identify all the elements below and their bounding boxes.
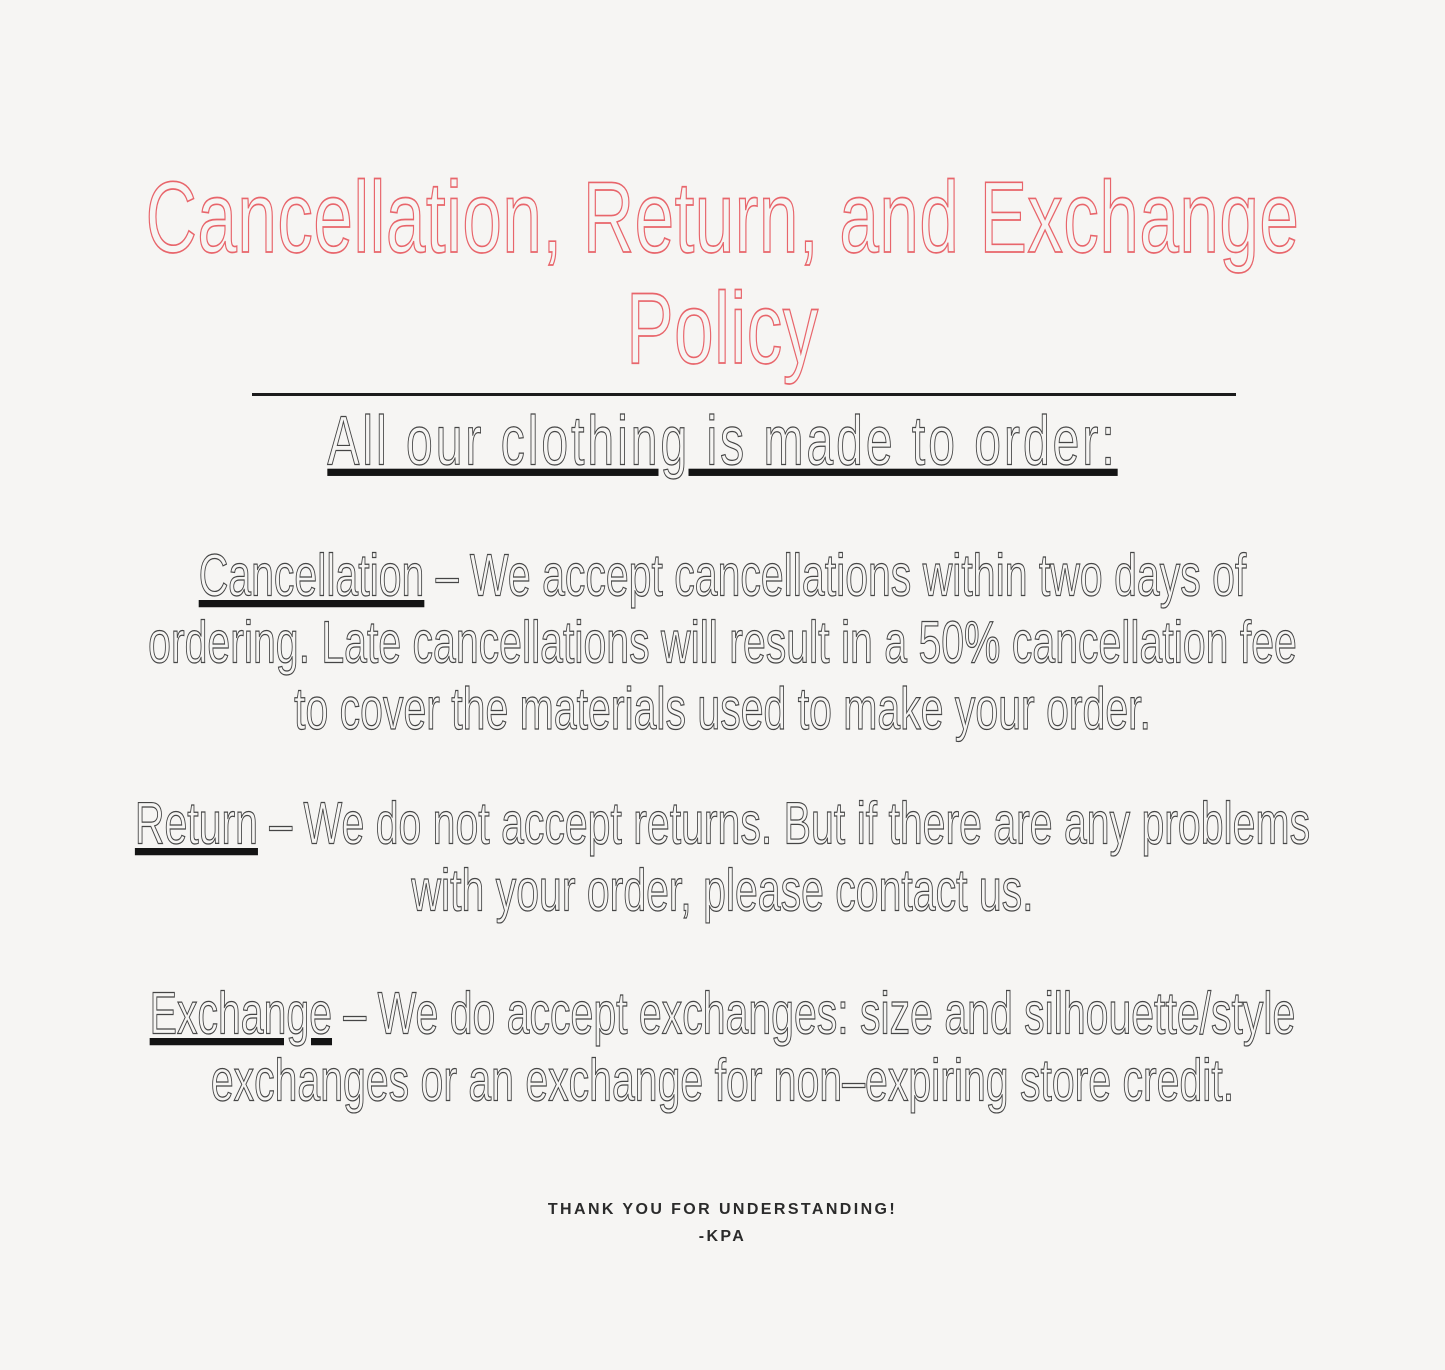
section-cancellation <box>0 542 1445 742</box>
made-to-order-heading-text: All our clothing is made to order: <box>327 403 1118 481</box>
section-return <box>0 790 1445 923</box>
section-exchange <box>0 980 1445 1113</box>
page-title-line-2: Policy <box>626 273 819 386</box>
section-exchange-title: Exchange <box>149 980 333 1047</box>
title-divider-line <box>252 393 1236 396</box>
footer <box>0 1196 1445 1250</box>
page-title <box>0 164 1445 386</box>
section-cancellation-line-3: to cover the materials used to make your order. <box>294 675 1151 743</box>
footer-thanks-text: THANK YOU FOR UNDERSTANDING! <box>547 1201 898 1218</box>
section-cancellation-line-2: ordering. Late cancellations will result in a 50% cancellation fee <box>148 608 1297 676</box>
page-title-line-1: Cancellation, Return, and Exchange <box>145 162 1300 275</box>
section-return-line-1 <box>0 790 1445 857</box>
section-return-line-2: with your order, please contact us. <box>411 856 1034 924</box>
section-return-line-1-text: – We do not accept returns. But if there are any problems <box>257 790 1311 857</box>
section-exchange-line-1 <box>0 980 1445 1047</box>
footer-signature: -KPA <box>698 1228 747 1245</box>
section-cancellation-line-1 <box>0 542 1445 609</box>
made-to-order-heading <box>0 402 1445 483</box>
section-exchange-line-2: exchanges or an exchange for non–expiring store credit. <box>210 1046 1235 1114</box>
section-cancellation-title: Cancellation <box>198 542 425 609</box>
section-return-title: Return <box>134 790 258 857</box>
section-cancellation-line-1-text: – We accept cancellations within two days of <box>424 542 1247 609</box>
section-exchange-line-1-text: – We do accept exchanges: size and silhouette/style <box>332 980 1296 1047</box>
